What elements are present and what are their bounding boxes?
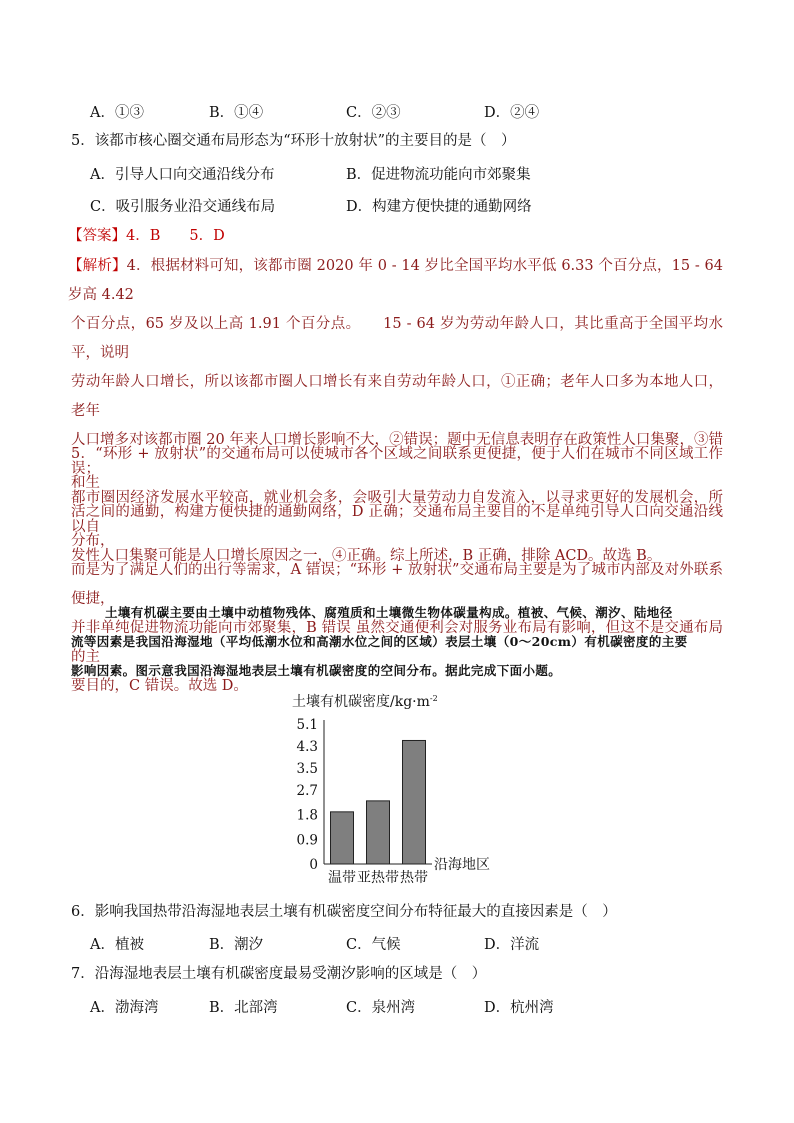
bar-chart <box>280 688 520 888</box>
analysis-line: 而是为了满足人们的出行等需求，A 错误；“环形 + 放射状”交通布局主要是为了城市内部及对外联系便捷， <box>71 562 723 607</box>
analysis-line: 都市圈因经济发展水平较高，就业机会多，会吸引大量劳动力自发流入，以寻求更好的发展机会，所以自 <box>71 490 723 535</box>
q4-option-d: D．②④ <box>484 105 540 121</box>
q7-option-a: A．渤海湾 <box>90 1000 159 1016</box>
q7-option-c: C．泉州湾 <box>346 1000 416 1016</box>
x-tick-label: 亚热带 <box>357 870 399 886</box>
q4-option-b: B．①④ <box>209 105 264 121</box>
q6-stem: 6．影响我国热带沿海湿地表层土壤有机碳密度空间分布特征最大的直接因素是（ ） <box>71 904 617 920</box>
analysis-line: 要目的，C 错误。故选 D。 <box>71 678 248 694</box>
bar <box>367 801 390 864</box>
answer-label: 【答案】 <box>68 228 126 244</box>
analysis-line: 劳动年龄人口增长，所以该都市圈人口增长有来自劳动年龄人口，①正确；老年人口多为本地人口，老年 <box>71 374 723 419</box>
reading-passage <box>71 598 723 685</box>
q4-option-a: A．①③ <box>90 105 144 121</box>
q5-stem: 5．该都市核心圈交通布局形态为“环形十放射状”的主要目的是（ ） <box>71 133 516 149</box>
y-tick-label: 0 <box>309 857 318 873</box>
q6-option-c: C．气候 <box>346 937 401 953</box>
q7-option-b: B．北部湾 <box>209 1000 278 1016</box>
bar <box>331 812 354 864</box>
q6-option-d: D．洋流 <box>484 937 540 953</box>
analysis-line: 并非单纯促进物流功能向市郊聚集，B 错误 虽然交通便利会对服务业布局有影响，但这不是交通布局的主 <box>71 620 723 665</box>
answer-line <box>68 226 225 246</box>
q4-option-c: C．②③ <box>346 105 401 121</box>
q7-option-d: D．杭州湾 <box>484 1000 554 1016</box>
y-axis-label-superscript: -2 <box>429 694 438 703</box>
y-tick-label: 5.1 <box>296 717 318 733</box>
analysis-line: 活之间的通勤，构建方便快捷的通勤网络，D 正确；交通布局主要目的不是单纯引导人口向交通沿线分布， <box>71 504 723 549</box>
analysis-line: 人口增多对该都市圈 20 年来人口增长影响不大，②错误；题中无信息表明存在政策性人口集聚，③错误； <box>71 432 723 477</box>
analysis-line: 个百分点，65 岁及以上高 1.91 个百分点。 15 - 64 岁为劳动年龄人口，其比重高于全国平均水平，说明 <box>71 316 723 361</box>
q5-option-c: C．吸引服务业沿交通线布局 <box>90 199 276 215</box>
q6-option-a: A．植被 <box>90 937 144 953</box>
y-axis-label: 土壤有机碳密度$/kg\cdot m^{-2}$ <box>292 694 438 710</box>
y-tick-label: 3.5 <box>296 760 318 777</box>
bar <box>403 740 426 864</box>
q5-option-b: B．促进物流功能向市郊聚集 <box>346 167 531 183</box>
passage-line: 流等因素是我国沿海湿地（平均低潮水位和高潮水位之间的区域）表层土壤（0～20cm）有机碳密度的主要 <box>71 634 688 649</box>
q5-option-a: A．引导人口向交通沿线分布 <box>90 167 275 183</box>
y-tick-label: 0.9 <box>296 832 318 849</box>
passage-line: 土壤有机碳主要由土壤中动植物残体、腐殖质和土壤微生物体碳量构成。植被、气候、潮汐、陆地径 <box>105 605 673 620</box>
q7-stem: 7．沿海湿地表层土壤有机碳密度最易受潮汐影响的区域是（ ） <box>71 966 487 982</box>
y-tick-label: 4.3 <box>296 738 318 755</box>
analysis-label: 【解析】 <box>68 258 127 274</box>
analysis-line: 4．根据材料可知，该都市圈 2020 年 0 - 14 岁比全国平均水平低 6.33 个百分点，15 - 64 岁高 4.42 <box>68 258 723 303</box>
x-tick-label: 温带 <box>328 870 356 886</box>
passage-line: 影响因素。图示意我国沿海湿地表层土壤有机碳密度的空间分布。据此完成下面小题。 <box>71 663 562 678</box>
q6-option-b: B．潮汐 <box>209 937 264 953</box>
y-tick-label: 2.7 <box>296 782 318 799</box>
answer-text: 4．B 5．D <box>126 228 225 244</box>
x-tick-label: 热带 <box>400 870 428 886</box>
q5-option-d: D．构建方便快捷的通勤网络 <box>346 199 532 215</box>
analysis-line: 5．“环形 + 放射状”的交通布局可以使城市各个区域之间联系更便捷，便于人们在城市不同区域工作和生 <box>71 446 723 491</box>
y-tick-label: 1.8 <box>296 807 318 824</box>
x-axis-label: 沿海地区 <box>434 857 490 873</box>
analysis-line: 发性人口集聚可能是人口增长原因之一，④正确。综上所述，B 正确，排除 ACD。故选 B。 <box>71 548 662 564</box>
